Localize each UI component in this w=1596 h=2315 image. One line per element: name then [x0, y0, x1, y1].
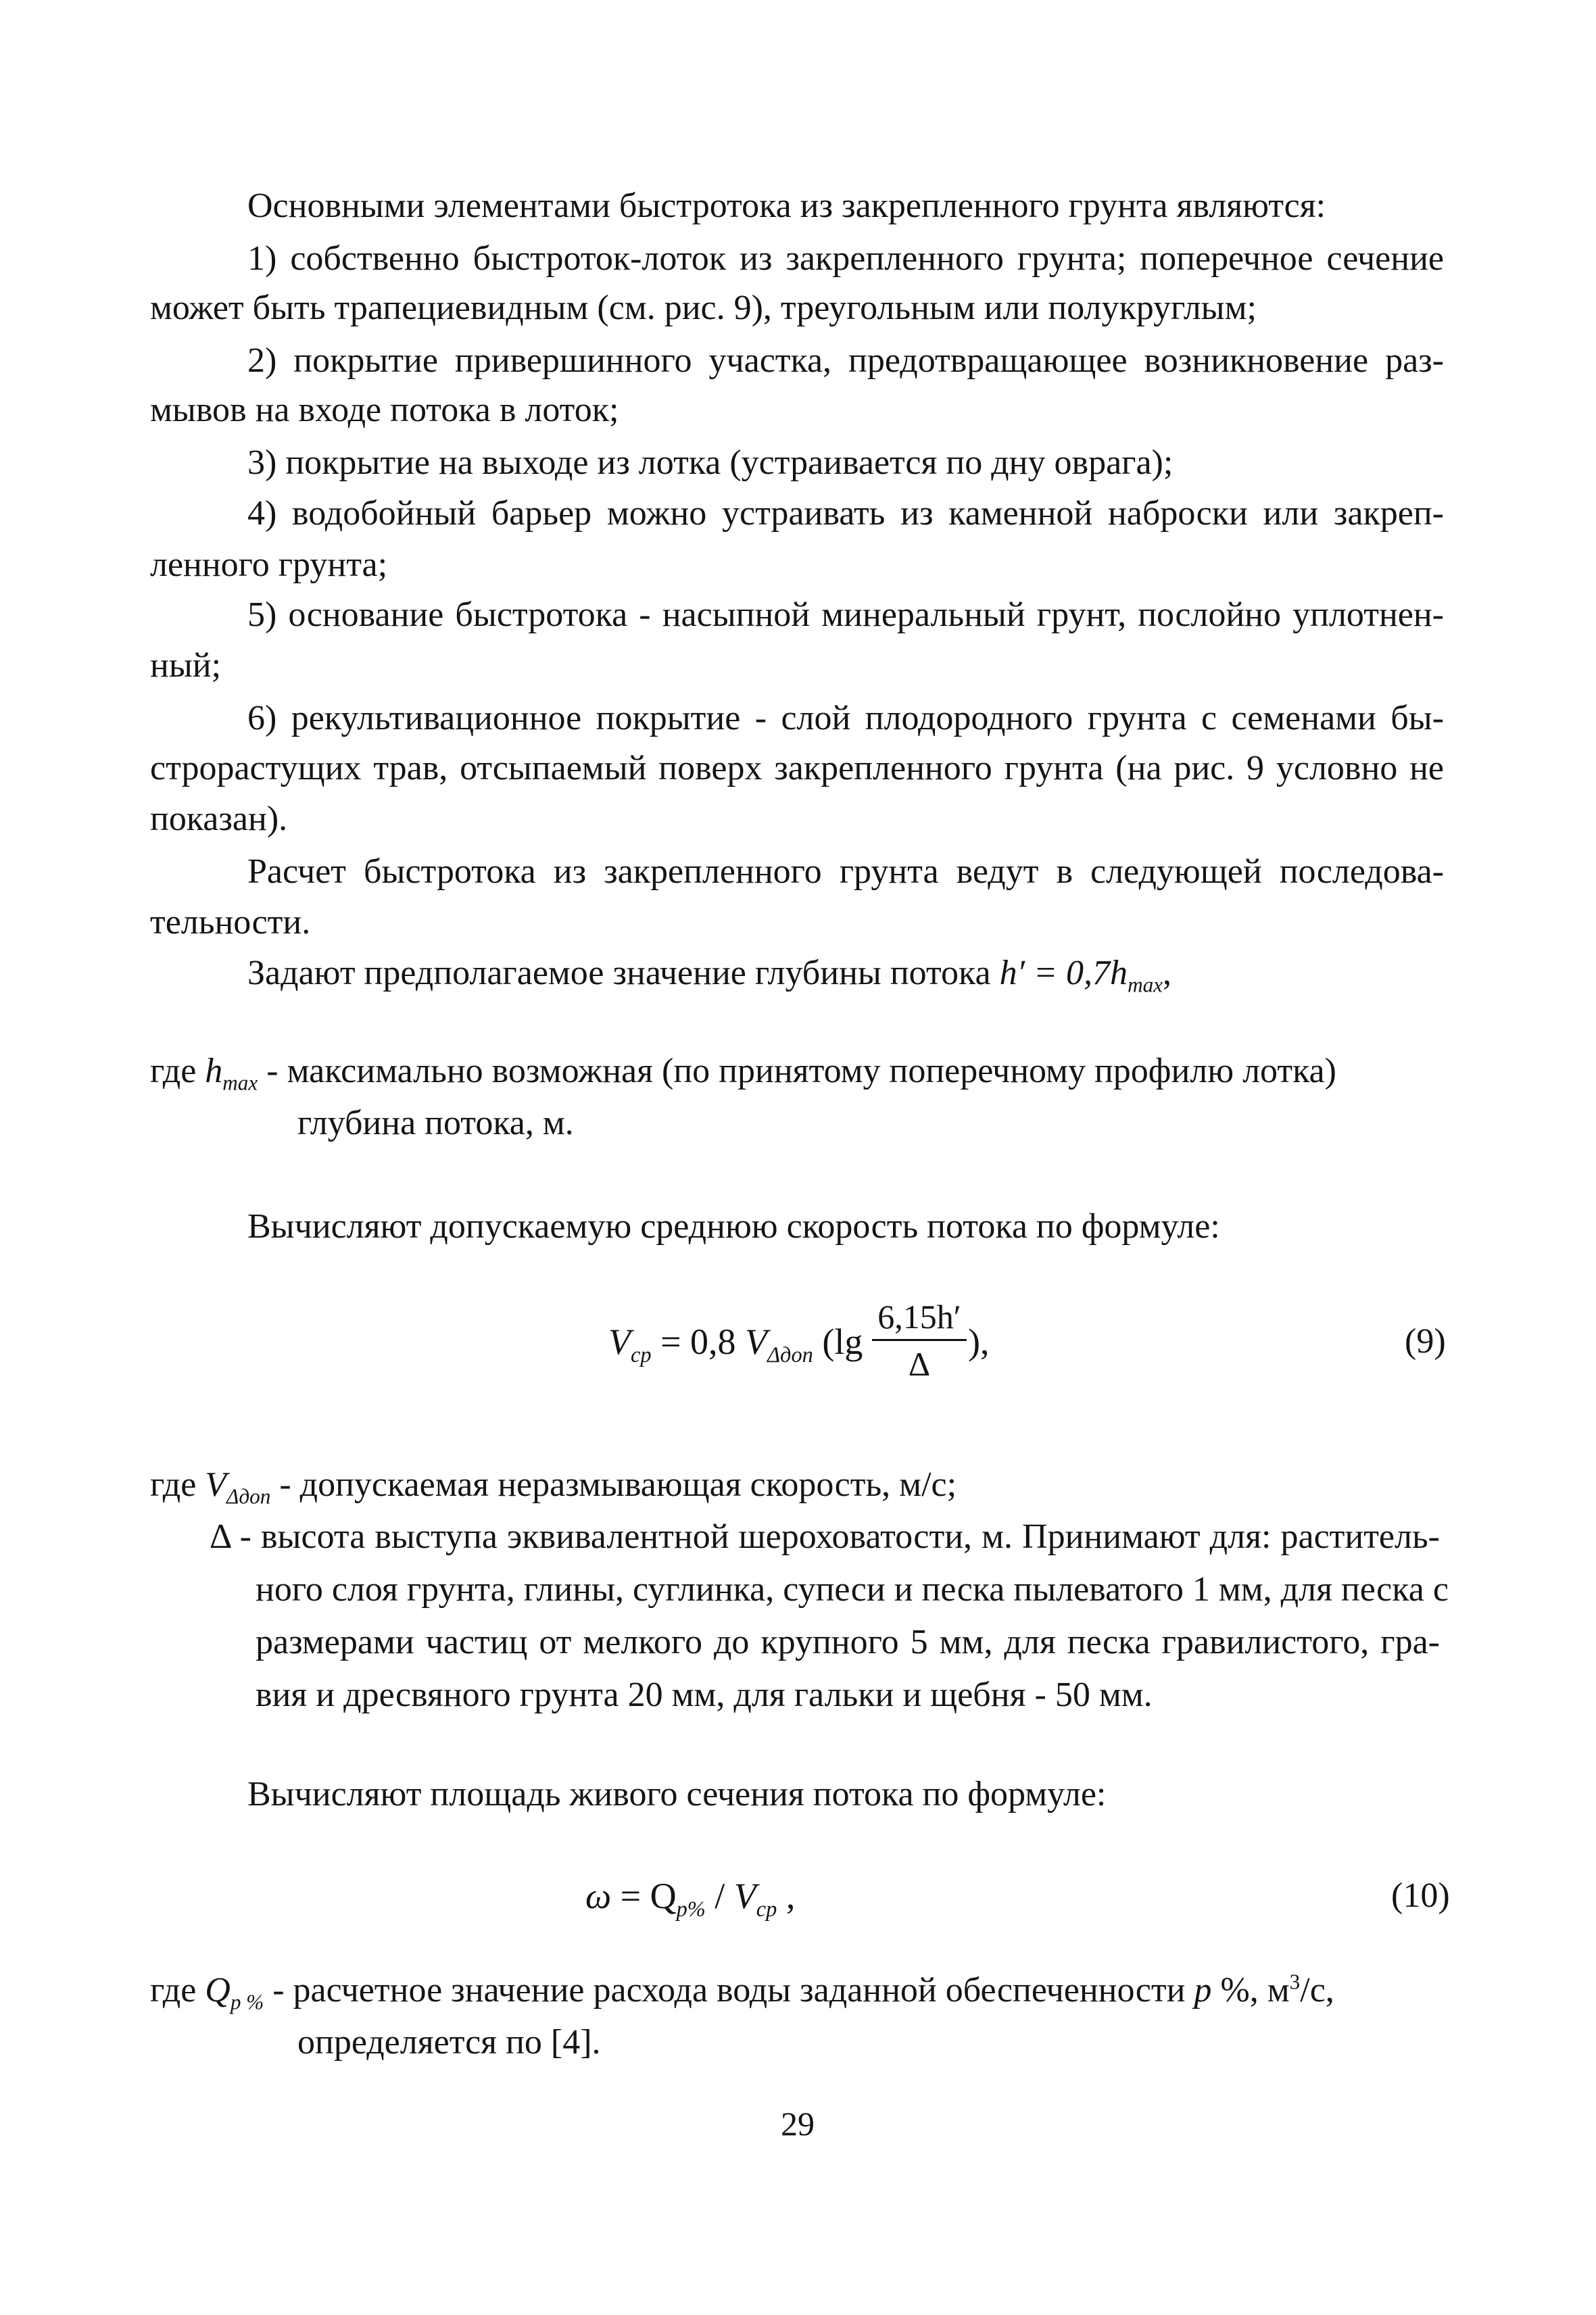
formula-9-v-sub: Δдоп [767, 1342, 813, 1367]
intro-line: Основными элементами быстротока из закрепленного грунта являются: [247, 187, 1326, 225]
formula-10-v: V [733, 1876, 756, 1916]
formula-9-main [608, 1321, 863, 1367]
where-hmax-line-1 [150, 1051, 1336, 1095]
delta-line-3: размерами частиц от мелкого до крупного 5 мм, для песка гравилистого, гра- [256, 1623, 1440, 1661]
calc-line-1: Расчет быстротока из закрепленного грунта ведут в следующей последова- [247, 852, 1444, 891]
set-depth-formula: h′ = 0,7h [999, 954, 1128, 992]
velocity-intro: Вычисляют допускаемую среднюю скорость потока по формуле: [247, 1207, 1220, 1246]
hmax-definition: - максимально возможная (по принятому поперечному профилю лотка) [258, 1052, 1336, 1090]
formula-9-number: (9) [1405, 1322, 1446, 1361]
set-depth-line [247, 953, 1172, 997]
q-sub: p % [230, 1990, 264, 2014]
area-intro: Вычисляют площадь живого сечения потока по формуле: [247, 1775, 1107, 1813]
formula-10-omega: ω [585, 1876, 612, 1916]
formula-9-lhs: V [608, 1321, 631, 1362]
q-p-symbol: p [1194, 1971, 1212, 2009]
where-word: где [150, 1052, 205, 1090]
vdop-sub: Δдоп [226, 1484, 271, 1509]
set-depth-sub: max [1128, 973, 1163, 997]
formula-10-number: (10) [1391, 1876, 1450, 1915]
where-hmax-line-2: глубина потока, м. [297, 1104, 574, 1142]
item-1-line-1: 1) собственно быстроток-лоток из закрепленного грунта; поперечное сечение [247, 239, 1444, 278]
vdop-symbol: V [205, 1465, 227, 1504]
q-unit-sup: 3 [1289, 1970, 1301, 1994]
item-3-line-1: 3) покрытие на выходе из лотка (устраивается по дну оврага); [247, 443, 1174, 482]
q-definition: - расчетное значение расхода воды заданной обеспеченности [264, 1971, 1194, 2009]
q-unit-b: /с, [1300, 1971, 1334, 2009]
delta-line-4: вия и дресвяного грунта 20 мм, для гальки и щебня - 50 мм. [256, 1676, 1153, 1714]
item-4-line-2: ленного грунта; [150, 545, 388, 584]
item-6-line-3: показан). [150, 800, 288, 838]
formula-10-main [585, 1876, 796, 1922]
formula-10-slash: / [705, 1876, 734, 1916]
formula-9-numerator: 6,15h′ [877, 1298, 961, 1336]
formula-10-q-sub: p% [676, 1897, 706, 1922]
formula-9-lg: (lg [813, 1321, 863, 1362]
item-2-line-2: мывов на входе потока в лоток; [150, 391, 619, 429]
formula-9-v: V [745, 1321, 768, 1362]
fraction-bar [872, 1339, 967, 1341]
delta-line-1: Δ - высота выступа эквивалентной шероховатости, м. Принимают для: раститель- [210, 1517, 1440, 1556]
vdop-definition: - допускаемая неразмывающая скорость, м/с; [270, 1465, 957, 1504]
q-unit-a: %, м [1211, 1971, 1290, 2009]
hmax-symbol: h [205, 1052, 223, 1090]
formula-10-v-sub: ср [756, 1897, 777, 1922]
where-q-line-1 [150, 1970, 1334, 2014]
formula-9-close: ), [968, 1321, 990, 1362]
formula-10-eq: = Q [611, 1876, 677, 1916]
formula-9-denominator: Δ [908, 1345, 931, 1383]
where-q-line-2: определяется по [4]. [297, 2023, 601, 2062]
formula-10-tail: , [777, 1876, 796, 1916]
item-1-line-2: может быть трапециевидным (см. рис. 9), треугольным или полукруглым; [150, 289, 1257, 327]
page-number: 29 [781, 2105, 815, 2143]
formula-9-eq: = 0,8 [651, 1321, 746, 1362]
item-2-line-1: 2) покрытие привершинного участка, предотвращающее возникновение раз- [247, 341, 1444, 380]
q-symbol: Q [205, 1971, 231, 2009]
set-depth-tail: , [1163, 954, 1172, 992]
item-5-line-2: ный; [150, 646, 222, 685]
calc-line-2: тельности. [150, 903, 311, 942]
set-depth-text: Задают предполагаемое значение глубины потока [247, 954, 1000, 992]
item-4-line-1: 4) водобойный барьер можно устраивать из каменной наброски или закреп- [247, 494, 1444, 533]
where-vdop-line [150, 1465, 957, 1509]
item-6-line-1: 6) рекультивационное покрытие - слой плодородного грунта с семенами бы- [247, 699, 1444, 737]
item-6-line-2: строрастущих трав, отсыпаемый поверх закрепленного грунта (на рис. 9 условно не [150, 749, 1444, 787]
formula-9-fraction [872, 1296, 967, 1384]
delta-line-2: ного слоя грунта, глины, суглинка, супеси и песка пылеватого 1 мм, для песка с [256, 1570, 1449, 1609]
item-5-line-1: 5) основание быстротока - насыпной минеральный грунт, послойно уплотнен- [247, 595, 1444, 634]
formula-9-lhs-sub: ср [631, 1342, 652, 1367]
hmax-sub: max [222, 1071, 258, 1095]
where-word: где [150, 1465, 205, 1504]
where-word: где [150, 1971, 205, 2009]
